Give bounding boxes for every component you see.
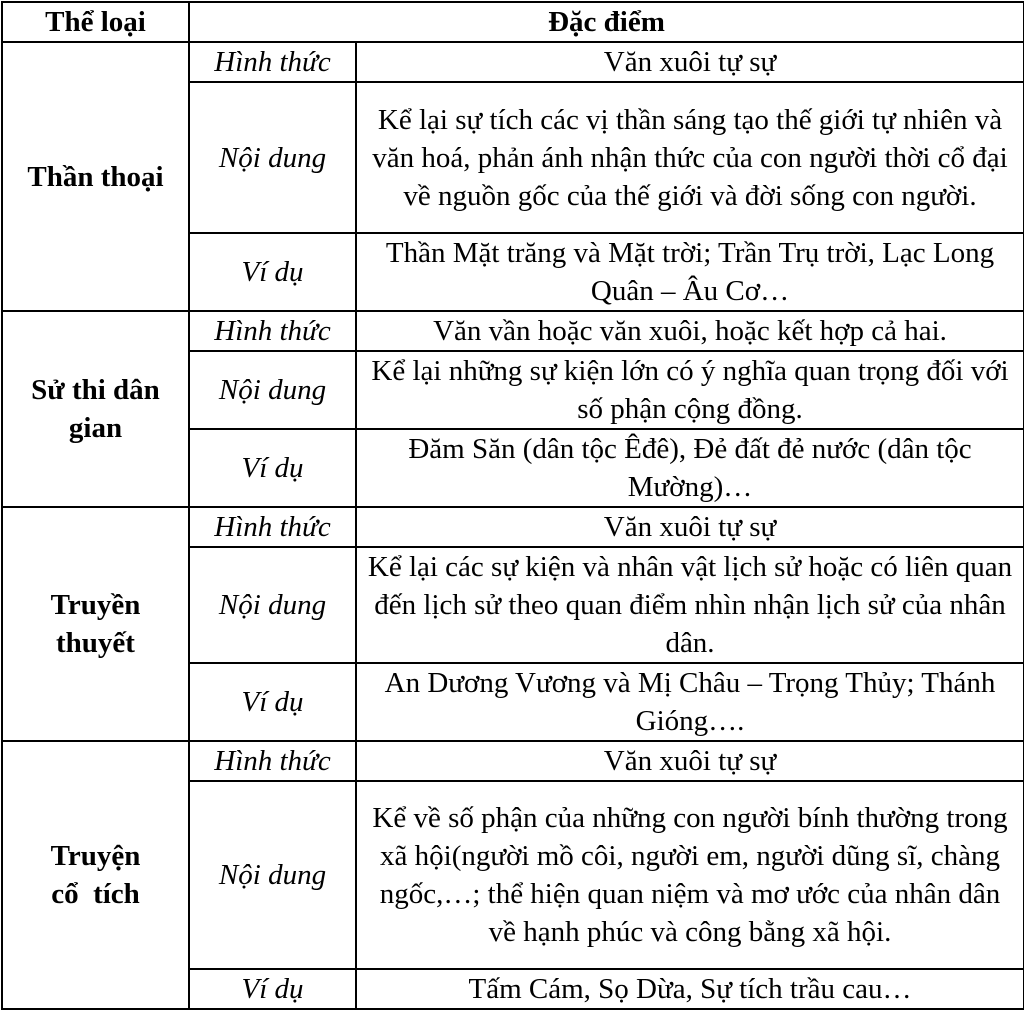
attr-cell: Hình thức — [189, 42, 356, 82]
desc-cell: Thần Mặt trăng và Mặt trời; Trần Trụ trời, Lạc Long Quân – Âu Cơ… — [356, 233, 1024, 311]
genre-label-line-1: Sử thi dân — [31, 374, 160, 406]
desc-cell: Tấm Cám, Sọ Dừa, Sự tích trầu cau… — [356, 969, 1024, 1009]
desc-cell: Kể lại những sự kiện lớn có ý nghĩa quan trọng đối với số phận cộng đồng. — [356, 351, 1024, 429]
genre-label: Thần thoại — [27, 160, 164, 193]
desc-cell: An Dương Vương và Mị Châu – Trọng Thủy; Thánh Gióng…. — [356, 663, 1024, 741]
genre-cell — [2, 42, 189, 311]
attr-cell: Ví dụ — [189, 969, 356, 1009]
desc-cell: Kể lại sự tích các vị thần sáng tạo thế giới tự nhiên và văn hoá, phản ánh nhận thức của con người thời cổ đại về nguồn gốc của thế giới và đời sống con người. — [356, 82, 1024, 233]
desc-cell: Văn xuôi tự sự — [356, 42, 1024, 82]
header-feature: Đặc điểm — [189, 2, 1024, 42]
desc-cell: Văn xuôi tự sự — [356, 741, 1024, 781]
header-row — [2, 2, 1024, 42]
genre-cell — [2, 741, 189, 1009]
genre-table — [1, 1, 1024, 1010]
genre-label-line-1: Truyền — [50, 589, 141, 621]
attr-cell: Ví dụ — [189, 233, 356, 311]
attr-cell: Nội dung — [189, 351, 356, 429]
attr-cell: Ví dụ — [189, 429, 356, 507]
genre-cell — [2, 311, 189, 507]
genre-label-line-2: gian — [68, 412, 123, 444]
genre-label-line-2: thuyết — [56, 627, 135, 659]
header-genre: Thể loại — [2, 2, 189, 42]
desc-cell: Kể về số phận của những con người bính thường trong xã hội(người mồ côi, người em, người dũng sĩ, chàng ngốc,…; thể hiện quan niệm và mơ ước của nhân dân về hạnh phúc và công bằng xã hội. — [356, 781, 1024, 969]
attr-cell: Hình thức — [189, 741, 356, 781]
attr-cell: Hình thức — [189, 311, 356, 351]
table-row — [2, 311, 1024, 351]
attr-cell: Hình thức — [189, 507, 356, 547]
attr-cell: Nội dung — [189, 82, 356, 233]
attr-cell: Ví dụ — [189, 663, 356, 741]
desc-cell: Đăm Săn (dân tộc Êđê), Đẻ đất đẻ nước (dân tộc Mường)… — [356, 429, 1024, 507]
genre-cell — [2, 507, 189, 741]
table-row — [2, 741, 1024, 781]
genre-label-line-2: cổ tích — [51, 878, 140, 910]
attr-cell: Nội dung — [189, 547, 356, 663]
table-row — [2, 507, 1024, 547]
genre-label-line-1: Truyện — [50, 840, 141, 872]
desc-cell: Văn xuôi tự sự — [356, 507, 1024, 547]
desc-cell: Văn vần hoặc văn xuôi, hoặc kết hợp cả hai. — [356, 311, 1024, 351]
attr-cell: Nội dung — [189, 781, 356, 969]
table-row — [2, 42, 1024, 82]
desc-cell: Kể lại các sự kiện và nhân vật lịch sử hoặc có liên quan đến lịch sử theo quan điểm nhìn nhận lịch sử của nhân dân. — [356, 547, 1024, 663]
